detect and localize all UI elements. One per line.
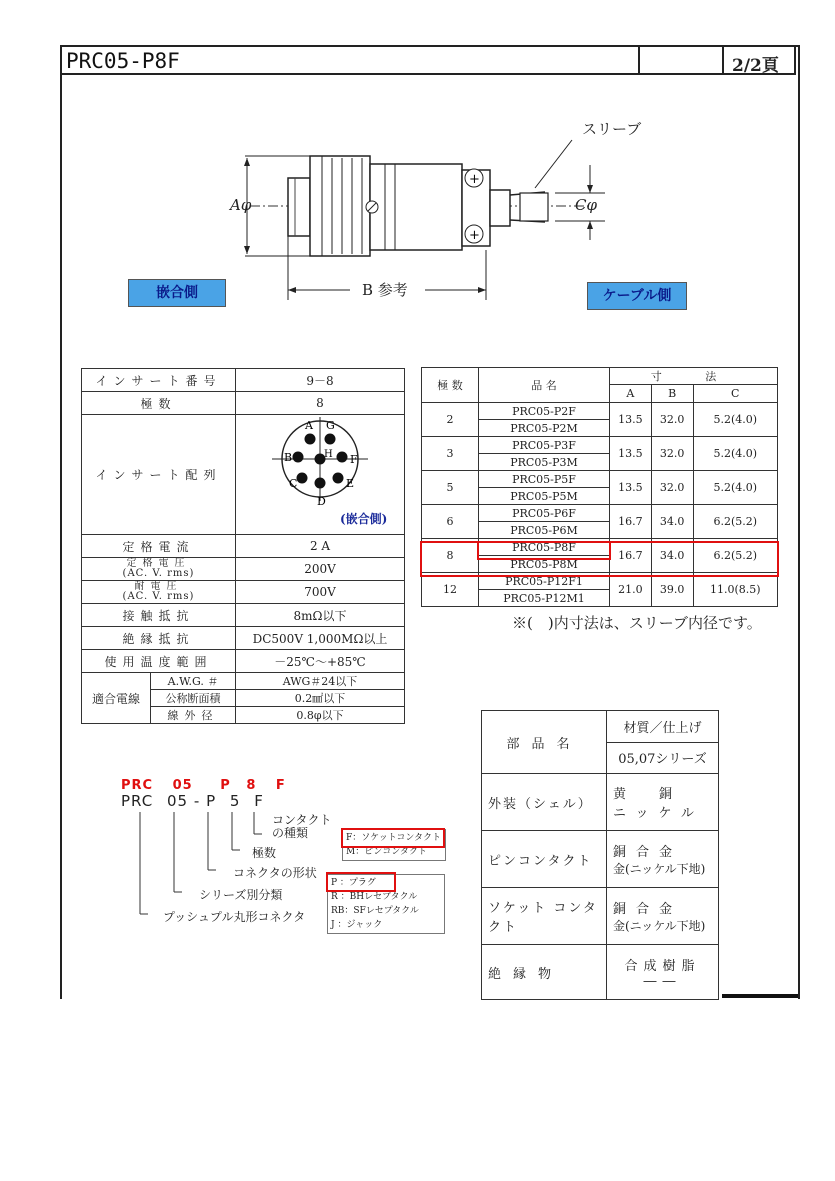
spec-label: 接触抵抗 bbox=[82, 604, 236, 627]
material-value bbox=[607, 888, 719, 945]
table-row bbox=[82, 673, 405, 690]
svg-text:+: + bbox=[469, 228, 480, 243]
cell-a: 13.5 bbox=[610, 437, 652, 471]
header-material: 材質／仕上げ bbox=[607, 711, 719, 743]
code-red-poles: 8 bbox=[246, 778, 257, 793]
label-line: コンタクト bbox=[272, 813, 332, 827]
insert-layout-diagram bbox=[240, 415, 400, 531]
cell-b: 34.0 bbox=[651, 505, 693, 539]
material-line: 金(ニッケル下地) bbox=[613, 862, 706, 876]
pin-label: A bbox=[305, 419, 313, 432]
table-header-row bbox=[482, 711, 719, 743]
cell-poles: 5 bbox=[422, 471, 479, 505]
cell-c: 6.2(5.2) bbox=[693, 539, 778, 573]
cell-a: 21.0 bbox=[610, 573, 652, 607]
cell-part: PRC05-P3F bbox=[479, 437, 610, 454]
header-part: 部品名 bbox=[482, 711, 607, 774]
material-part: ソケット コンタクト bbox=[482, 888, 607, 945]
option-line: M：ピンコンタクト bbox=[346, 847, 427, 857]
cell-part: PRC05-P5F bbox=[479, 471, 610, 488]
code-dash: - bbox=[193, 792, 201, 810]
connector-drawing bbox=[200, 110, 640, 310]
cell-a: 16.7 bbox=[610, 539, 652, 573]
spec-label bbox=[82, 581, 236, 604]
spec-value: 9－8 bbox=[236, 369, 405, 392]
spec-label-sub: (AC. V. rms) bbox=[122, 591, 195, 602]
table-row bbox=[422, 403, 778, 420]
spec-label: 絶縁抵抗 bbox=[82, 627, 236, 650]
table-row bbox=[482, 945, 719, 1000]
material-line: 銅合金 bbox=[613, 902, 683, 917]
spec-label: 極数 bbox=[82, 392, 236, 415]
title-bar bbox=[60, 45, 796, 75]
wire-group-label: 適合電線 bbox=[82, 673, 151, 724]
cell-b: 32.0 bbox=[651, 437, 693, 471]
cell-b: 39.0 bbox=[651, 573, 693, 607]
spec-value: 200V bbox=[236, 558, 405, 581]
cell-c: 11.0(8.5) bbox=[693, 573, 778, 607]
insert-note: (嵌合側) bbox=[340, 512, 388, 526]
code-shape: P bbox=[206, 792, 217, 810]
header-size: 寸 法 bbox=[610, 368, 778, 385]
spec-label: 定格電流 bbox=[82, 535, 236, 558]
code-series: PRC bbox=[121, 792, 154, 810]
dimension-note: ※( )内寸法は、スリーブ内径です。 bbox=[512, 614, 762, 632]
dim-a-label: Aφ bbox=[230, 196, 252, 214]
spec-value: －25℃～+85℃ bbox=[236, 650, 405, 673]
table-header-row bbox=[422, 368, 778, 385]
cell-part: PRC05-P5M bbox=[479, 488, 610, 505]
cell-part: PRC05-P12M1 bbox=[479, 590, 610, 607]
spec-value: 2 A bbox=[236, 535, 405, 558]
cell-poles: 6 bbox=[422, 505, 479, 539]
header-b: B bbox=[651, 385, 693, 403]
table-row bbox=[82, 604, 405, 627]
spec-value: 8mΩ以下 bbox=[236, 604, 405, 627]
table-row bbox=[482, 831, 719, 888]
pin-label: C bbox=[289, 477, 298, 490]
cell-part: PRC05-P8M bbox=[479, 556, 610, 573]
table-row bbox=[482, 888, 719, 945]
cell-c: 6.2(5.2) bbox=[693, 505, 778, 539]
material-line: 合成樹脂 bbox=[624, 959, 701, 974]
cell-b: 32.0 bbox=[651, 403, 693, 437]
material-line: 金(ニッケル下地) bbox=[613, 919, 706, 933]
label-line: の種類 bbox=[272, 826, 309, 840]
header-part: 品 名 bbox=[479, 368, 610, 403]
dim-b-label: B 参考 bbox=[362, 281, 408, 299]
cell-poles: 2 bbox=[422, 403, 479, 437]
spec-value: 0.2㎟以下 bbox=[236, 690, 405, 707]
pin-label: B bbox=[284, 451, 293, 464]
cell-c: 5.2(4.0) bbox=[693, 403, 778, 437]
cable-side-tag: ケーブル側 bbox=[587, 282, 687, 310]
table-row bbox=[82, 392, 405, 415]
spec-label-main: 定格電圧 bbox=[126, 558, 191, 569]
spec-label: 公称断面積 bbox=[151, 690, 236, 707]
table-row bbox=[482, 774, 719, 831]
code-red-series: PRC bbox=[121, 778, 154, 793]
table-row bbox=[422, 505, 778, 522]
code-contact: F bbox=[254, 792, 264, 810]
spec-label bbox=[82, 558, 236, 581]
table-row bbox=[422, 471, 778, 488]
table-row bbox=[82, 415, 405, 535]
table-row bbox=[82, 581, 405, 604]
material-part: 絶縁物 bbox=[482, 945, 607, 1000]
cell-part: PRC05-P12F1 bbox=[479, 573, 610, 590]
label-push-pull: プッシュプル丸形コネクタ bbox=[163, 910, 306, 924]
cell-part: PRC05-P8F bbox=[479, 539, 610, 556]
part-code-red bbox=[121, 778, 286, 793]
cell-poles: 8 bbox=[422, 539, 479, 573]
highlight-box-contact bbox=[341, 828, 445, 848]
cell-part: PRC05-P6M bbox=[479, 522, 610, 539]
header-a: A bbox=[610, 385, 652, 403]
material-part: ピンコンタクト bbox=[482, 831, 607, 888]
code-red-contact: F bbox=[275, 778, 286, 793]
cell-c: 5.2(4.0) bbox=[693, 437, 778, 471]
materials-table bbox=[481, 710, 719, 1000]
cell-part: PRC05-P2M bbox=[479, 420, 610, 437]
cell-poles: 3 bbox=[422, 437, 479, 471]
highlight-box-shape bbox=[326, 872, 396, 892]
material-value bbox=[607, 774, 719, 831]
table-row bbox=[82, 369, 405, 392]
spec-table bbox=[81, 368, 405, 724]
option-line: J ：ジャック bbox=[331, 920, 383, 930]
pin-label: H bbox=[324, 449, 333, 460]
cell-b: 32.0 bbox=[651, 471, 693, 505]
cell-a: 13.5 bbox=[610, 471, 652, 505]
spec-label: インサート配列 bbox=[82, 415, 236, 535]
divider bbox=[722, 47, 724, 75]
spec-value: 0.8φ以下 bbox=[236, 707, 405, 724]
cell-a: 16.7 bbox=[610, 505, 652, 539]
material-part: 外装（シェル） bbox=[482, 774, 607, 831]
sleeve-label: スリーブ bbox=[582, 120, 642, 138]
material-value bbox=[607, 831, 719, 888]
code-number: 05 bbox=[166, 792, 189, 810]
cell-part: PRC05-P6F bbox=[479, 505, 610, 522]
option-line: RB：SFレセプタクル bbox=[331, 906, 419, 916]
label-poles: 極数 bbox=[252, 846, 277, 860]
material-line: ニッケル bbox=[613, 806, 704, 821]
table-row bbox=[82, 650, 405, 673]
option-line: R ：BHレセプタクル bbox=[331, 892, 418, 902]
code-red-number: 05 bbox=[172, 778, 193, 793]
page-number: 2/2頁 bbox=[732, 56, 779, 76]
spec-label: インサート番号 bbox=[82, 369, 236, 392]
pin-label: E bbox=[346, 477, 355, 490]
option-line: P ：プラグ bbox=[331, 878, 376, 888]
highlight-box-part bbox=[477, 541, 611, 560]
table-row bbox=[82, 627, 405, 650]
cell-part: PRC05-P2F bbox=[479, 403, 610, 420]
bottom-rule bbox=[722, 994, 798, 998]
code-poles: 5 bbox=[229, 792, 241, 810]
spec-value: DC500V 1,000MΩ以上 bbox=[236, 627, 405, 650]
pin-label: D bbox=[317, 495, 326, 508]
dim-c-label: Cφ bbox=[575, 196, 597, 214]
spec-value: 700V bbox=[236, 581, 405, 604]
material-line: 銅合金 bbox=[613, 845, 683, 860]
header-c: C bbox=[693, 385, 778, 403]
label-series: シリーズ別分類 bbox=[199, 888, 283, 902]
cell-c: 5.2(4.0) bbox=[693, 471, 778, 505]
spec-label: 線外径 bbox=[151, 707, 236, 724]
divider bbox=[638, 47, 640, 75]
spec-label-main: 耐電圧 bbox=[134, 581, 183, 592]
material-line: ―― bbox=[643, 974, 682, 989]
label-contact-type bbox=[272, 814, 332, 840]
cell-a: 13.5 bbox=[610, 403, 652, 437]
code-red-shape: P bbox=[220, 778, 231, 793]
spec-value: AWG＃24以下 bbox=[236, 673, 405, 690]
option-line: F：ソケットコンタクト bbox=[346, 833, 441, 843]
spec-value: 8 bbox=[236, 392, 405, 415]
table-row bbox=[82, 535, 405, 558]
material-value bbox=[607, 945, 719, 1000]
cell-part: PRC05-P3M bbox=[479, 454, 610, 471]
svg-text:+: + bbox=[469, 172, 480, 187]
header-poles: 極 数 bbox=[422, 368, 479, 403]
insert-layout-cell bbox=[236, 415, 405, 535]
pin-label: G bbox=[326, 419, 335, 432]
cell-poles: 12 bbox=[422, 573, 479, 607]
table-row bbox=[82, 558, 405, 581]
mating-side-tag: 嵌合側 bbox=[128, 279, 226, 307]
pin-label: F bbox=[350, 453, 358, 466]
table-row bbox=[422, 437, 778, 454]
spec-label: A.W.G. ＃ bbox=[151, 673, 236, 690]
page-title: PRC05-P8F bbox=[66, 49, 180, 73]
spec-label-sub: (AC. V. rms) bbox=[122, 568, 195, 579]
label-shape: コネクタの形状 bbox=[233, 866, 317, 880]
header-series: 05,07シリーズ bbox=[607, 742, 719, 774]
cell-b: 34.0 bbox=[651, 539, 693, 573]
spec-label: 使用温度範囲 bbox=[82, 650, 236, 673]
material-line: 黄 銅 bbox=[613, 787, 683, 802]
